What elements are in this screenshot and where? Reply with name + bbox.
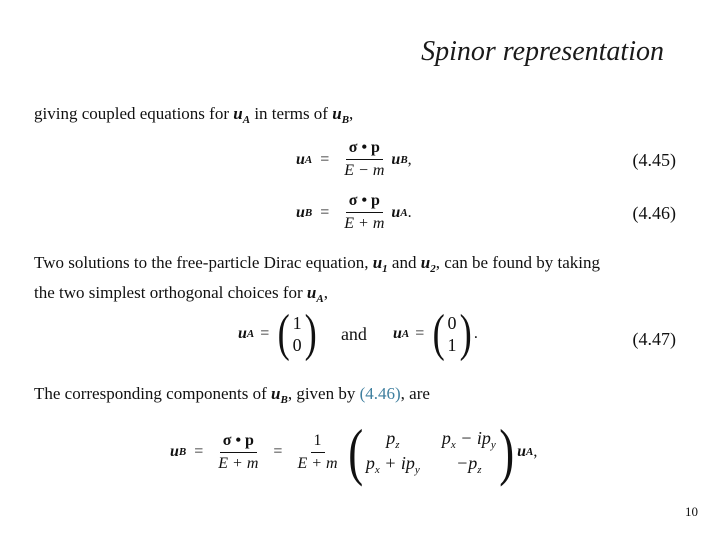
equation-ub-matrix: u B = $\frac{\sigma • p}{E + m}$ = $\frac{1}{E + m}$ ( $p_z$ $p_x - ip_y$ $p_x + ip_y$ $-p_z$ ) u A , xyxy=(170,416,538,487)
slide-title: Spinor representation xyxy=(421,36,664,67)
equation-4-47: u A = ( 1 0 ) and u A = ( 0 1 ) . xyxy=(238,305,478,362)
equation-4-45: u A = $\frac{\sigma • p}{E - m}$ u B , xyxy=(296,139,412,179)
equation-label-4-47: (4.47) xyxy=(632,329,676,349)
equation-reference-link[interactable]: (4.46) xyxy=(359,384,401,403)
equation-4-46: u B = $\frac{\sigma • p}{E + m}$ u A . xyxy=(296,192,412,232)
equation-label-4-45: (4.45) xyxy=(632,150,676,170)
components-text: The corresponding components of $u_B$, given by (4.46), are xyxy=(34,384,430,406)
solutions-text: Two solutions to the free-particle Dirac equation, $u_1$ and $u_2$, can be found by taking the two simplest orthogonal choices for $u_A$, xyxy=(34,253,600,305)
page-number: 10 xyxy=(685,504,698,519)
intro-text: giving coupled equations for $u_A$ in terms of $u_B$, xyxy=(34,104,354,126)
equation-label-4-46: (4.46) xyxy=(632,203,676,223)
